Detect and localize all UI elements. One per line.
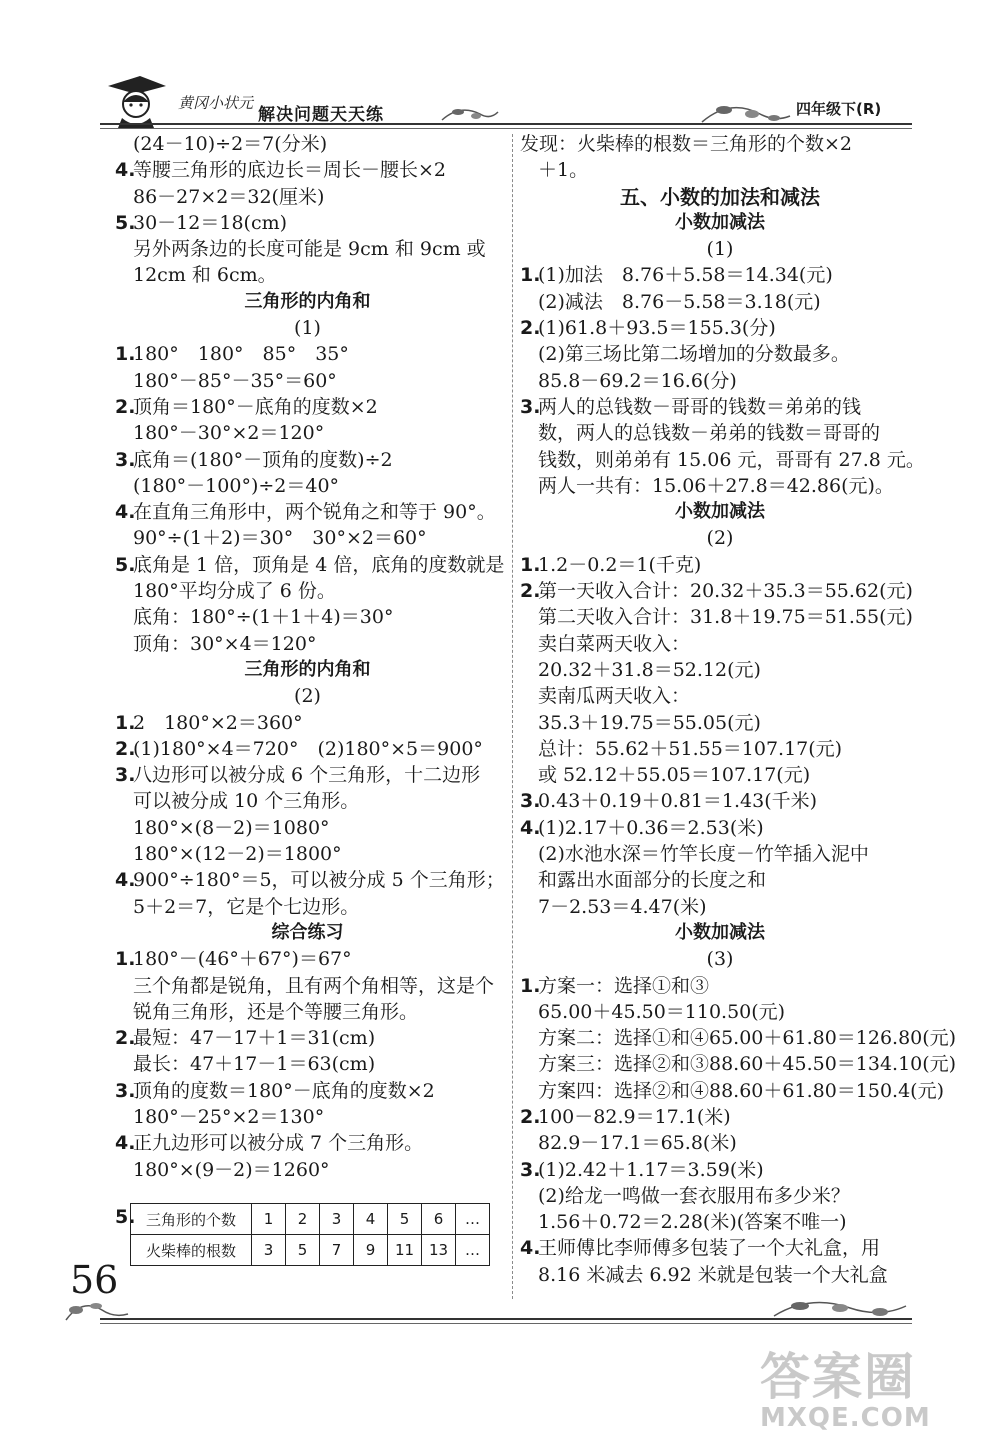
answer-item — [115, 710, 500, 736]
section-subtitle: (1) — [294, 317, 321, 340]
answer-text: 底角是 1 倍，顶角是 4 倍，底角的度数就是 — [133, 553, 505, 576]
question-number: 2. — [115, 737, 136, 760]
answer-line: ＋1。 — [538, 159, 589, 182]
answer-item — [115, 736, 500, 762]
answer-line: 85.8－69.2＝16.6(分) — [538, 369, 737, 392]
question-number: 4. — [520, 816, 541, 839]
answer-line: 180°－85°－35°＝60° — [133, 369, 337, 392]
table-cell: 2 — [286, 1204, 320, 1235]
answer-text: (1)61.8＋93.5＝155.3(分) — [538, 317, 776, 340]
answer-line: 方案二：选择①和④65.00＋61.80＝126.80(元) — [538, 1027, 957, 1050]
answer-item — [115, 867, 505, 893]
table-cell: 3 — [252, 1235, 286, 1266]
answer-text: 底角＝(180°－顶角的度数)÷2 — [133, 448, 393, 471]
question-number: 1. — [520, 553, 541, 576]
answer-line: 35.3＋19.75＝55.05(元) — [538, 711, 761, 734]
answer-line: 两人一共有：15.06＋27.8＝42.86(元)。 — [538, 474, 894, 497]
answer-text: 180° 180° 85° 35° — [133, 343, 349, 366]
watermark-text: 答案圈 — [760, 1348, 916, 1406]
question-number: 2. — [520, 317, 541, 340]
answer-line: 顶角：30°×4＝120° — [133, 632, 317, 655]
answer-item — [115, 210, 500, 236]
chapter-title: 五、小数的加法和减法 — [620, 184, 820, 209]
section-subtitle: (1) — [706, 238, 734, 261]
answer-line: 最长：47＋17－1＝63(cm) — [133, 1053, 376, 1076]
answer-text: 1.2－0.2＝1(千克) — [538, 553, 702, 576]
question-number: 1. — [115, 711, 136, 734]
mascot-scholar-icon — [100, 72, 172, 128]
answer-item — [115, 394, 500, 420]
section-title: 小数加减法 — [675, 501, 765, 523]
answer-text: 两人的总钱数－哥哥的钱数＝弟弟的钱 — [538, 395, 862, 418]
answer-text: 100－82.9＝17.1(米) — [538, 1105, 731, 1128]
answer-item — [520, 1235, 920, 1261]
table-cell: 7 — [320, 1235, 354, 1266]
answer-text: 八边形可以被分成 6 个三角形，十二边形 — [133, 764, 481, 787]
answer-line: 发现：火柴棒的根数＝三角形的个数×2 — [520, 133, 853, 155]
answer-text: 王师傅比李师傅多包装了一个大礼盒，用 — [538, 1237, 881, 1260]
answer-line: 82.9－17.1＝65.8(米) — [538, 1132, 737, 1155]
header-rule — [100, 123, 912, 129]
answer-item — [115, 499, 500, 525]
question-number: 3. — [115, 448, 136, 471]
table-cell: 4 — [354, 1204, 388, 1235]
answer-item — [520, 552, 920, 578]
answer-line: (2)第三场比第二场增加的分数最多。 — [538, 343, 850, 366]
question-number: 1. — [520, 974, 541, 997]
table-cell: 5 — [286, 1235, 320, 1266]
table-cell: 9 — [354, 1235, 388, 1266]
question-number: 2. — [520, 580, 541, 603]
question-number: 3. — [520, 790, 541, 813]
section-subtitle: (2) — [706, 527, 734, 550]
answer-line: 12cm 和 6cm。 — [133, 264, 277, 287]
question-number: 4. — [520, 1237, 541, 1260]
answer-item — [115, 447, 500, 473]
watermark-url: MXQE.COM — [760, 1403, 931, 1433]
answer-text: 方案一：选择①和③ — [538, 974, 710, 997]
answer-line: 180°×(8－2)＝1080° — [133, 816, 330, 839]
answer-line: 方案四：选择②和④88.60＋61.80＝150.4(元) — [538, 1079, 945, 1102]
answer-line: 第二天收入合计：31.8＋19.75＝51.55(元) — [538, 606, 913, 629]
answer-line: 1.56＋0.72＝2.28(米)(答案不唯一) — [538, 1211, 847, 1234]
answer-item — [520, 394, 920, 420]
answer-item — [520, 262, 920, 288]
answer-text: 等腰三角形的底边长＝周长－腰长×2 — [133, 159, 447, 182]
question-number: 4. — [115, 1132, 136, 1155]
answer-text: 2 180°×2＝360° — [133, 711, 303, 734]
brand-logo: 黄冈小状元 — [178, 94, 254, 112]
question-number: 3. — [115, 1079, 136, 1102]
answer-item — [520, 973, 920, 999]
question-number: 2. — [520, 1105, 541, 1128]
footer-rule — [100, 1318, 912, 1324]
answer-line: 90°÷(1＋2)＝30° 30°×2＝60° — [133, 527, 427, 550]
question-number: 5. — [115, 211, 136, 234]
column-divider — [512, 134, 513, 1299]
answer-line: 180°－30°×2＝120° — [133, 422, 325, 445]
section-title: 综合练习 — [271, 921, 344, 943]
question-number: 2. — [115, 1027, 136, 1050]
answer-text: (1)加法 8.76＋5.58＝14.34(元) — [538, 264, 833, 287]
answer-line: 86－27×2＝32(厘米) — [133, 185, 325, 208]
answer-line: 180°－25°×2＝130° — [133, 1105, 325, 1128]
answer-text: 顶角的度数＝180°－底角的度数×2 — [133, 1079, 435, 1102]
question-number: 5. — [115, 1206, 136, 1228]
question-number: 3. — [115, 764, 136, 787]
section-title: 三角形的内角和 — [244, 290, 371, 312]
answer-item — [115, 1025, 500, 1051]
matchstick-table — [130, 1203, 490, 1266]
answer-line: 20.32＋31.8＝52.12(元) — [538, 658, 761, 681]
table-cell: 13 — [422, 1235, 456, 1266]
answer-line: 钱数，则弟弟有 15.06 元，哥哥有 27.8 元。 — [538, 448, 925, 471]
answer-line: (24－10)÷2＝7(分米) — [133, 133, 328, 155]
answer-line: 总计：55.62＋51.55＝107.17(元) — [538, 737, 843, 760]
answer-item — [520, 1157, 920, 1183]
section-subtitle: (2) — [294, 685, 321, 708]
question-number: 4. — [115, 869, 136, 892]
table-cell: … — [456, 1204, 490, 1235]
answer-line: (180°－100°)÷2＝40° — [133, 474, 340, 497]
answer-line: 180°×(9－2)＝1260° — [133, 1158, 330, 1181]
answer-item — [115, 1078, 500, 1104]
answer-line: 5＋2＝7，它是个七边形。 — [133, 895, 360, 918]
answer-line: (2)给龙一鸣做一套衣服用布多少米？ — [538, 1184, 850, 1207]
grade-label: 四年级下(R) — [796, 100, 882, 118]
question-number: 4. — [115, 159, 136, 182]
table-cell: 1 — [252, 1204, 286, 1235]
page-header — [0, 0, 1000, 140]
table-cell: 6 — [422, 1204, 456, 1235]
answer-text: 顶角＝180°－底角的度数×2 — [133, 395, 378, 418]
section-subtitle: (3) — [706, 948, 734, 971]
answer-item — [520, 788, 920, 814]
table-cell: 11 — [388, 1235, 422, 1266]
answer-line: 方案三：选择②和③88.60＋45.50＝134.10(元) — [538, 1053, 957, 1076]
answer-text: 在直角三角形中，两个锐角之和等于 90°。 — [133, 501, 496, 524]
watermark — [760, 1350, 940, 1432]
table-row-header: 三角形的个数 — [131, 1204, 252, 1235]
question-number: 3. — [520, 1158, 541, 1181]
answer-item — [520, 815, 920, 841]
answer-line: 数，两人的总钱数－弟弟的钱数＝哥哥的 — [538, 422, 881, 445]
answer-line: (2)水池水深＝竹竿长度－竹竿插入泥中 — [538, 843, 869, 866]
answer-item — [520, 578, 920, 604]
left-column — [115, 131, 505, 1183]
question-number: 1. — [115, 948, 136, 971]
answer-text: 180°－(46°＋67°)＝67° — [133, 948, 352, 971]
answer-line: 或 52.12＋55.05＝107.17(元) — [538, 764, 811, 787]
table-cell: 3 — [320, 1204, 354, 1235]
answer-line: (2)减法 8.76－5.58＝3.18(元) — [538, 290, 821, 313]
answer-item — [115, 552, 505, 578]
answer-line: 锐角三角形，还是个等腰三角形。 — [133, 1000, 419, 1023]
answer-line: 另外两条边的长度可能是 9cm 和 9cm 或 — [133, 238, 486, 261]
question-number: 4. — [115, 501, 136, 524]
table-cell: 5 — [388, 1204, 422, 1235]
answer-text: 0.43＋0.19＋0.81＝1.43(千米) — [538, 790, 818, 813]
answer-text: (1)180°×4＝720° (2)180°×5＝900° — [133, 737, 483, 760]
answer-text: 正九边形可以被分成 7 个三角形。 — [133, 1132, 424, 1155]
answer-line: 卖南瓜两天收入： — [538, 685, 691, 708]
answer-text: 最短：47－17＋1＝31(cm) — [133, 1027, 376, 1050]
answer-text: 900°÷180°＝5，可以被分成 5 个三角形； — [133, 869, 505, 892]
answer-line: 可以被分成 10 个三角形。 — [133, 790, 360, 813]
question-number: 1. — [115, 343, 136, 366]
answer-line: 65.00＋45.50＝110.50(元) — [538, 1000, 786, 1023]
answer-item — [115, 946, 500, 972]
answer-line: 180°×(12－2)＝1800° — [133, 843, 342, 866]
answer-text: 30－12＝18(cm) — [133, 211, 288, 234]
answer-item — [115, 762, 500, 788]
section-title: 小数加减法 — [675, 921, 765, 943]
answer-line: 和露出水面部分的长度之和 — [538, 869, 767, 892]
answer-text: 第一天收入合计：20.32＋35.3＝55.62(元) — [538, 580, 913, 603]
right-column — [520, 131, 957, 1288]
question-number: 3. — [520, 395, 541, 418]
answer-line: 7－2.53＝4.47(米) — [538, 895, 707, 918]
answer-item — [115, 157, 500, 183]
answer-item — [520, 315, 920, 341]
answer-text: (1)2.42＋1.17＝3.59(米) — [538, 1158, 764, 1181]
section-title: 小数加减法 — [675, 211, 765, 233]
section-title: 三角形的内角和 — [244, 658, 371, 680]
answer-line: 卖白菜两天收入： — [538, 632, 691, 655]
answer-text: (1)2.17＋0.36＝2.53(米) — [538, 816, 764, 839]
table-cell: … — [456, 1235, 490, 1266]
answer-line: 底角：180°÷(1＋1＋4)＝30° — [133, 606, 394, 629]
answer-line: 180°平均分成了 6 份。 — [133, 580, 336, 603]
series-title: 解决问题天天练 — [258, 105, 384, 125]
page-number: 56 — [70, 1258, 119, 1302]
answer-line: 8.16 米减去 6.92 米就是包装一个大礼盒 — [538, 1263, 888, 1286]
table-row — [131, 1204, 490, 1235]
table-row — [131, 1235, 490, 1266]
answer-line: 三个角都是锐角，且有两个角相等，这是个 — [133, 974, 495, 997]
question-number: 5. — [115, 553, 136, 576]
question-number: 2. — [115, 395, 136, 418]
answer-item — [520, 1104, 920, 1130]
answer-item — [115, 341, 500, 367]
question-number: 1. — [520, 264, 541, 287]
answer-item — [115, 1130, 500, 1156]
table-row-header: 火柴棒的根数 — [131, 1235, 252, 1266]
